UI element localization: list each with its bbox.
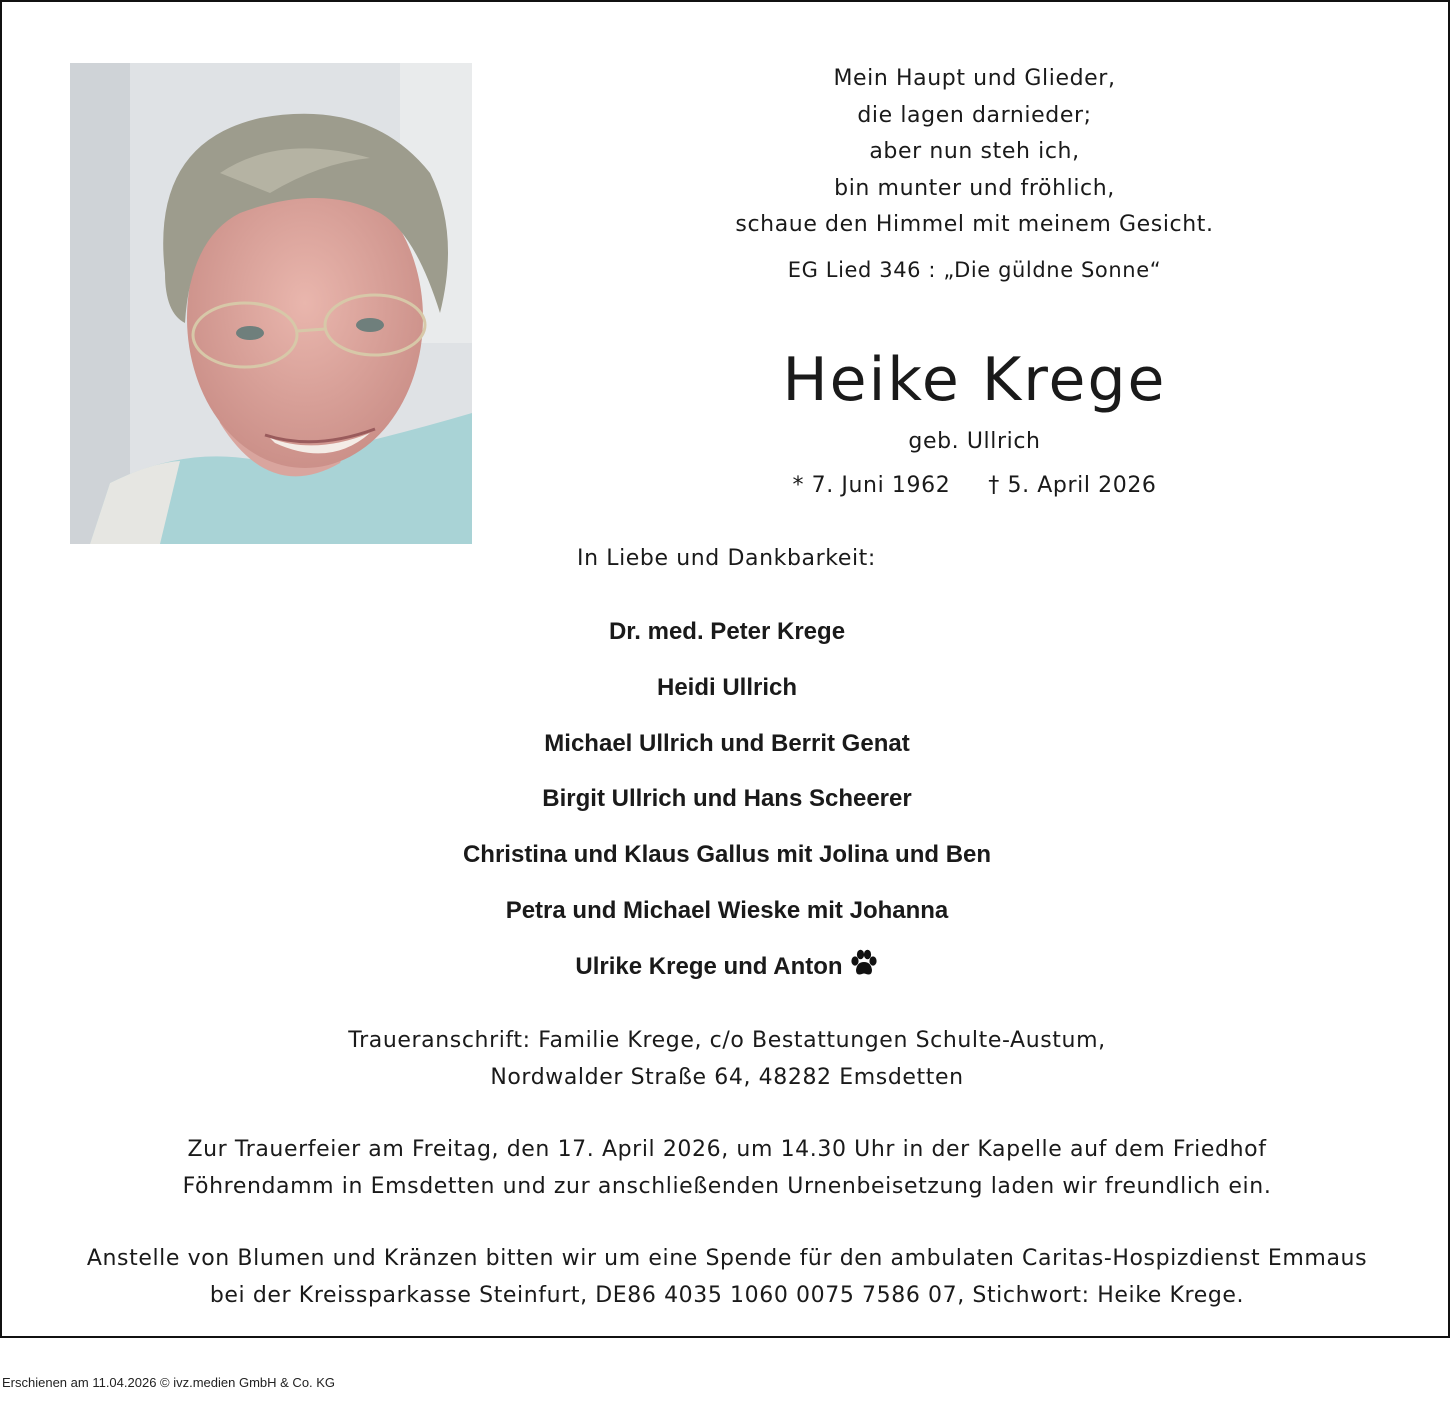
verse-line: schaue den Himmel mit meinem Gesicht. [735, 212, 1214, 237]
portrait-photo [70, 63, 472, 544]
verse-source: EG Lied 346 : „Die güldne Sonne“ [787, 257, 1162, 282]
mourning-address [2, 1022, 1450, 1096]
life-dates [612, 473, 1337, 498]
funeral-line: Zur Trauerfeier am Freitag, den 17. April 2026, um 14.30 Uhr in der Kapelle auf dem Friedhof [187, 1137, 1267, 1162]
verse-line: bin munter und fröhlich, [834, 175, 1115, 201]
verse-line: Mein Haupt und Glieder, [833, 66, 1116, 91]
death-date: † 5. April 2026 [988, 473, 1157, 498]
deceased-name: Heike Krege [782, 345, 1167, 415]
mourner-entry: Michael Ullrich und Berrit Genat [544, 729, 910, 757]
address-line: Nordwalder Straße 64, 48282 Emsdetten [490, 1065, 964, 1090]
donation-notice [2, 1240, 1450, 1314]
birth-date: * 7. Juni 1962 [792, 473, 951, 498]
funeral-line: Föhrendamm in Emsdetten und zur anschließenden Urnenbeisetzung laden wir freundlich ein. [182, 1174, 1272, 1199]
mourner-entry: Birgit Ullrich und Hans Scheerer [542, 785, 912, 813]
verse-line: aber nun steh ich, [869, 139, 1080, 164]
poem-verse [612, 61, 1337, 288]
donation-line: Anstelle von Blumen und Kränzen bitten wir um eine Spende für den ambulaten Caritas-Hospizdienst Emmaus [86, 1246, 1368, 1271]
funeral-notice [2, 1131, 1450, 1205]
mourner-name: Ulrike Krege und Anton [575, 952, 843, 980]
mourner-entry: Petra und Michael Wieske mit Johanna [505, 896, 949, 924]
publication-footer: Erschienen am 11.04.2026 © ivz.medien GmbH & Co. KG [2, 1375, 336, 1390]
mourner-entry: Christina und Klaus Gallus mit Jolina und Ben [462, 841, 992, 869]
mourner-entry: Heidi Ullrich [656, 673, 798, 701]
portrait-illustration [70, 63, 472, 544]
paw-icon [849, 949, 879, 988]
dedication-intro: In Liebe und Dankbarkeit: [577, 546, 876, 571]
birth-name: geb. Ullrich [908, 429, 1041, 454]
donation-line: bei der Kreissparkasse Steinfurt, DE86 4035 1060 0075 7586 07, Stichwort: Heike Krege. [209, 1283, 1245, 1308]
verse-line: die lagen darnieder; [857, 102, 1092, 128]
address-line: Traueranschrift: Familie Krege, c/o Bestattungen Schulte-Austum, [348, 1028, 1106, 1053]
mourners-list [2, 614, 1450, 1005]
mourner-entry: Dr. med. Peter Krege [608, 618, 846, 645]
mourner-entry-last [2, 949, 1450, 1005]
